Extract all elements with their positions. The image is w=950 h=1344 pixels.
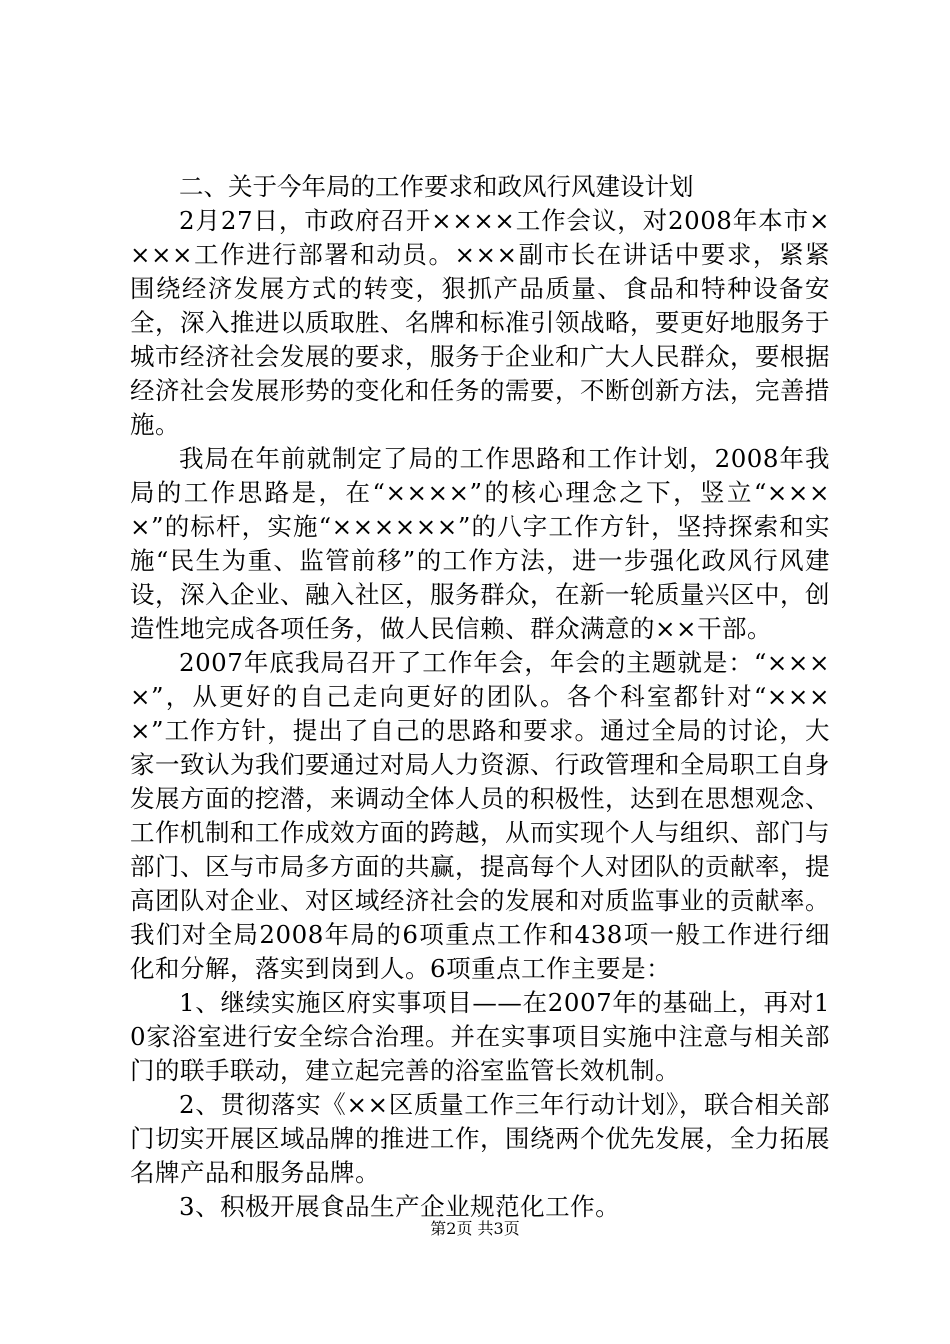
paragraph-meeting: 2月27日，市政府召开××××工作会议，对2008年本市××××工作进行部署和动员。×××副市长在讲话中要求，紧紧围绕经济发展方式的转变，狠抓产品质量、食品和特种设备安全，深入推进以质取胜、名牌和标准引领战略，要更好地服务于城市经济社会发展的要求，服务于企业和广大人民群众，要根据经济社会发展形势的变化和任务的需要，不断创新方法，完善措施。	[130, 206, 830, 439]
page-number-footer: 第2页 共3页	[430, 1219, 520, 1238]
document-body	[130, 170, 830, 1224]
paragraph-item-1: 1、继续实施区府实事项目——在2007年的基础上，再对10家浴室进行安全综合治理。并在实事项目实施中注意与相关部门的联手联动，建立起完善的浴室监管长效机制。	[130, 988, 830, 1085]
paragraph-item-2: 2、贯彻落实《××区质量工作三年行动计划》，联合相关部门切实开展区域品牌的推进工作，围绕两个优先发展，全力拓展名牌产品和服务品牌。	[130, 1090, 830, 1187]
paragraph-work-plan: 我局在年前就制定了局的工作思路和工作计划，2008年我局的工作思路是，在“××××”的核心理念之下，竖立“××××”的标杆，实施“××××××”的八字工作方针，坚持探索和实施“民生为重、监管前移”的工作方法，进一步强化政风行风建设，深入企业、融入社区，服务群众，在新一轮质量兴区中，创造性地完成各项任务，做人民信赖、群众满意的××干部。	[130, 444, 830, 643]
paragraph-item-3: 3、积极开展食品生产企业规范化工作。	[179, 1192, 621, 1221]
paragraph-annual-meeting: 2007年底我局召开了工作年会，年会的主题就是：“××××”，从更好的自己走向更好的团队。各个科室都针对“××××”工作方针，提出了自己的思路和要求。通过全局的讨论，大家一致认为我们要通过对局人力资源、行政管理和全局职工自身发展方面的挖潜，来调动全体人员的积极性，达到在思想观念、工作机制和工作成效方面的跨越，从而实现个人与组织、部门与部门、区与市局多方面的共赢，提高每个人对团队的贡献率，提高团队对企业、对区域经济社会的发展和对质监事业的贡献率。我们对全局2008年局的6项重点工作和438项一般工作进行细化和分解，落实到岗到人。6项重点工作主要是：	[130, 648, 830, 983]
section-heading: 二、关于今年局的工作要求和政风行风建设计划	[179, 172, 694, 201]
